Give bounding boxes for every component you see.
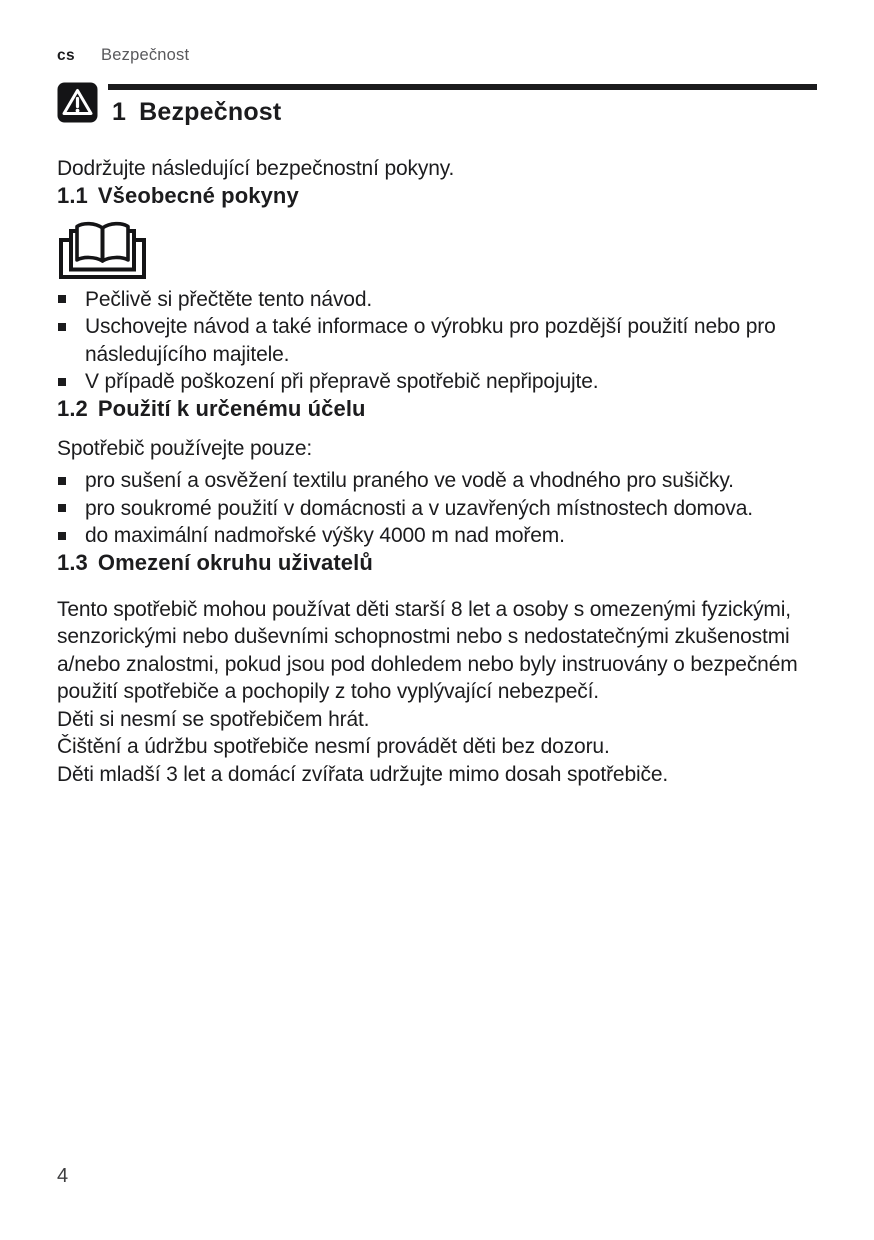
- list-item: [57, 522, 817, 550]
- chapter-number: 1: [112, 98, 127, 126]
- paragraph: Děti si nesmí se spotřebičem hrát.: [57, 707, 370, 731]
- section-heading: [57, 550, 817, 576]
- bullet-list: [57, 286, 817, 396]
- section-number: 1.1: [57, 182, 88, 208]
- square-bullet-icon: [58, 378, 66, 386]
- bullet-text: V případě poškození při přepravě spotřebič nepřipojujte.: [85, 370, 599, 393]
- list-item: [57, 467, 817, 495]
- section-intended-use: [57, 396, 817, 550]
- warning-triangle-icon: [57, 82, 98, 123]
- page-number: 4: [57, 1165, 69, 1187]
- chapter-title: [112, 98, 817, 127]
- list-item: [57, 368, 817, 396]
- section-title-text: Všeobecné pokyny: [97, 182, 299, 208]
- paragraph: Čištění a údržbu spotřebiče nesmí provádět děti bez dozoru.: [57, 735, 610, 758]
- bullet-text: Pečlivě si přečtěte tento návod.: [85, 287, 373, 311]
- section-number: 1.3: [57, 549, 88, 575]
- bullet-list: [57, 467, 817, 550]
- section-user-restrictions: [57, 550, 817, 789]
- running-chapter-label: Bezpečnost: [101, 46, 190, 64]
- open-book-icon: [57, 219, 817, 281]
- square-bullet-icon: [58, 532, 66, 540]
- chapter-heading-block: [57, 82, 817, 127]
- section-title-text: Omezení okruhu uživatelů: [97, 549, 373, 575]
- bullet-text: Uschovejte návod a také informace o výrobku pro pozdější použití nebo pro následujícího majitele.: [85, 315, 776, 366]
- square-bullet-icon: [58, 504, 66, 512]
- square-bullet-icon: [58, 323, 66, 331]
- list-item: [57, 286, 817, 314]
- bullet-text: pro soukromé použití v domácnosti a v uzavřených místnostech domova.: [85, 496, 753, 520]
- list-item: [57, 313, 817, 368]
- chapter-heading-right: [108, 82, 817, 127]
- section-heading: [57, 183, 817, 209]
- chapter-title-text: Bezpečnost: [139, 98, 282, 126]
- section-general-instructions: [57, 183, 817, 396]
- paragraph: Děti mladší 3 let a domácí zvířata udržujte mimo dosah spotřebiče.: [57, 762, 669, 786]
- section-number: 1.2: [57, 395, 88, 421]
- paragraph: Tento spotřebič mohou používat děti starší 8 let a osoby s omezenými fyzickými, senzorickými nebo duševními schopnostmi nebo s nedostatečnými zkušenostmi a/nebo znalostmi, pokud jsou pod dohledem nebo byly instruovány o bezpečném použití spotřebiče a pochopily z toho vyplývající nebezpečí.: [57, 597, 798, 703]
- lead-paragraph: Spotřebič používejte pouze:: [57, 436, 313, 460]
- section-title-text: Použití k určenému účelu: [97, 395, 366, 421]
- heading-rule: [108, 84, 817, 90]
- square-bullet-icon: [58, 295, 66, 303]
- running-header: [57, 46, 817, 65]
- intro-paragraph: Dodržujte následující bezpečnostní pokyny.: [57, 157, 455, 180]
- list-item: [57, 495, 817, 523]
- square-bullet-icon: [58, 477, 66, 485]
- section-heading: [57, 396, 817, 422]
- bullet-text: do maximální nadmořské výšky 4000 m nad mořem.: [85, 524, 565, 547]
- section-paragraphs: [57, 596, 817, 789]
- bullet-text: pro sušení a osvěžení textilu praného ve vodě a vhodného pro sušičky.: [85, 469, 734, 492]
- language-code: cs: [57, 47, 76, 64]
